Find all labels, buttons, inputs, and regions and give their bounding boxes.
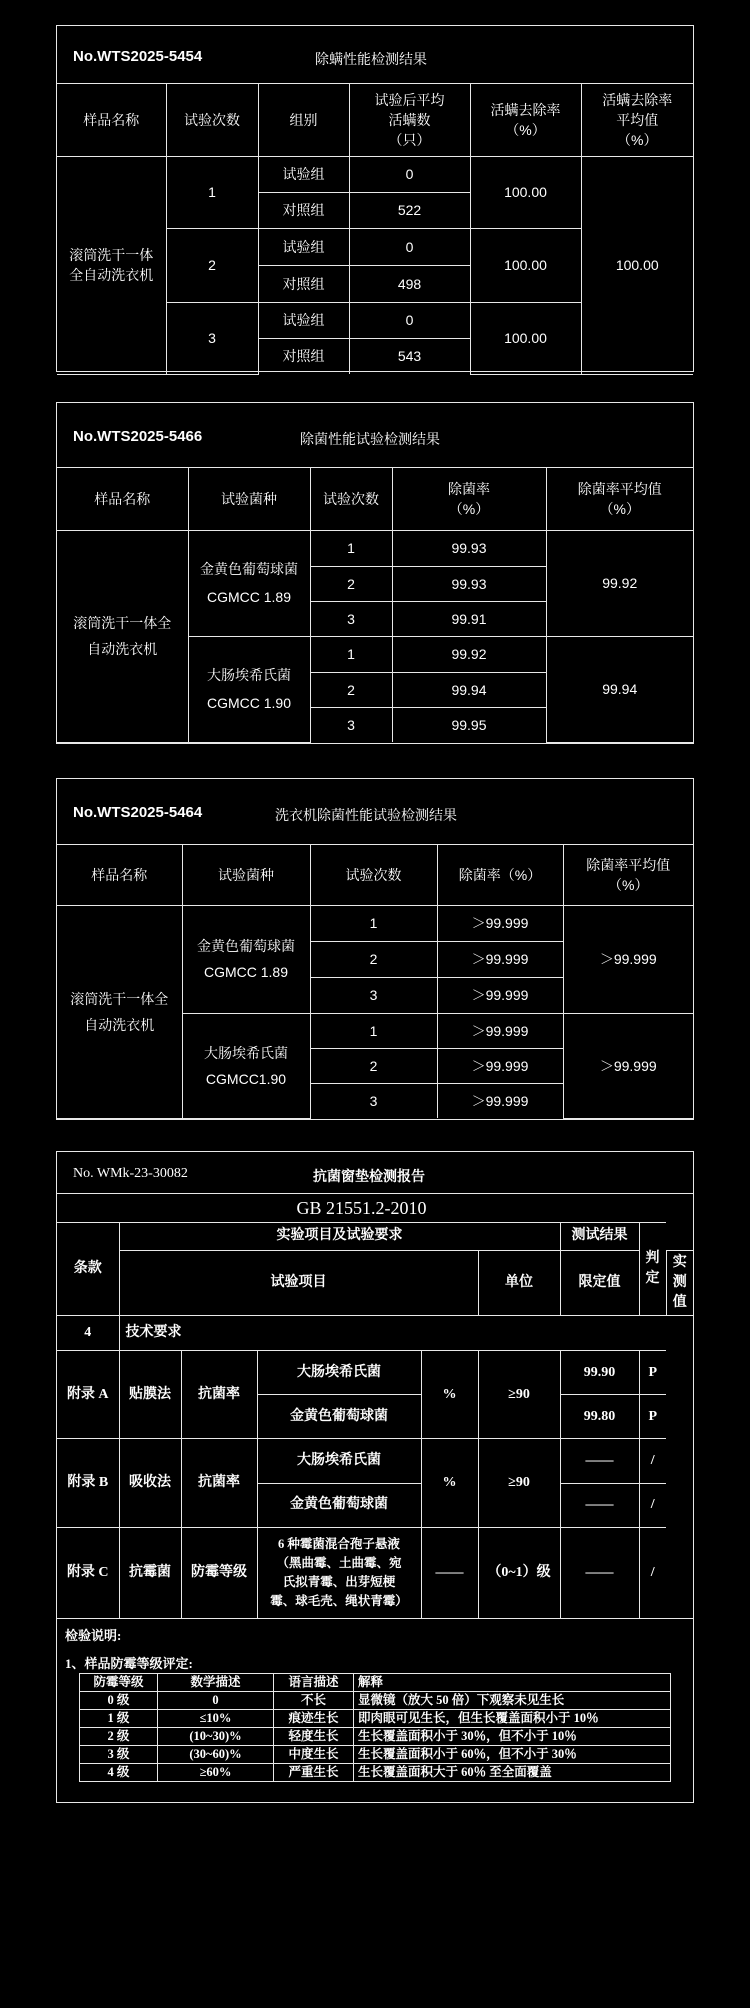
mold-row: [80, 1746, 671, 1764]
method-label: 贴膜法: [119, 1350, 181, 1438]
clause-label: 附录 C: [57, 1527, 119, 1618]
mold-header: 防霉等级: [80, 1674, 158, 1692]
group-label: 试验组: [258, 156, 349, 192]
header-removal-rate: 活螨去除率 （%）: [470, 84, 581, 156]
header-result: 测试结果: [560, 1222, 639, 1250]
mold-grade: 0 级: [80, 1692, 158, 1710]
header-run: 试验次数: [166, 84, 258, 156]
rate-value: ＞99.999: [437, 1083, 563, 1118]
report-number: No.WTS2025-5454: [73, 48, 203, 65]
header-rate: 除菌率（%）: [437, 845, 563, 905]
mold-explain: 显微镜（放大 50 倍）下观察未见生长: [354, 1692, 671, 1710]
group-label: 试验组: [258, 228, 349, 265]
bacteria-removal-panel: [56, 402, 694, 744]
notes-item-1: 1、样品防霉等级评定:: [65, 1656, 193, 1671]
mold-header: 语言描述: [274, 1674, 354, 1692]
strain-name: 大肠埃希氏菌 CGMCC1.90: [182, 1013, 310, 1118]
rate-average: ＞99.999: [563, 905, 693, 1013]
mold-desc: 不长: [274, 1692, 354, 1710]
live-mite-count: 522: [349, 192, 470, 228]
header-removal-rate-avg: 活螨去除率 平均值 （%）: [581, 84, 693, 156]
unit-value: ——: [421, 1527, 478, 1618]
bact2-results-table: [57, 845, 693, 1119]
group-label: 对照组: [258, 192, 349, 228]
rate-value: ＞99.999: [437, 905, 563, 941]
mold-desc: 轻度生长: [274, 1728, 354, 1746]
unit-value: %: [421, 1350, 478, 1438]
rate-value: ＞99.999: [437, 977, 563, 1013]
header-run: 试验次数: [310, 468, 392, 530]
rate-average: ＞99.999: [563, 1013, 693, 1118]
group-label: 对照组: [258, 265, 349, 302]
mold-desc: 痕迹生长: [274, 1710, 354, 1728]
clause-label: 附录 B: [57, 1439, 119, 1527]
rate-value: ＞99.999: [437, 1048, 563, 1083]
live-mite-count: 543: [349, 338, 470, 374]
header-group: 组别: [258, 84, 349, 156]
rate-value: 99.95: [392, 707, 546, 742]
notes-title: 检验说明:: [65, 1628, 122, 1643]
mold-grade: 1 级: [80, 1710, 158, 1728]
mold-grade: 3 级: [80, 1746, 158, 1764]
clause-label: 附录 A: [57, 1350, 119, 1438]
run-number: 2: [310, 566, 392, 601]
header-strain: 试验菌种: [182, 845, 310, 905]
header-items: 实验项目及试验要求: [119, 1222, 560, 1250]
judgement: P: [639, 1350, 666, 1394]
mold-math: 0: [158, 1692, 274, 1710]
header-item: 试验项目: [119, 1250, 478, 1316]
judgement: /: [639, 1439, 666, 1483]
header-limit: 限定值: [560, 1250, 639, 1316]
mold-math: (30~60)%: [158, 1746, 274, 1764]
run-number: 1: [166, 156, 258, 228]
tech-clause-number: 4: [57, 1316, 119, 1351]
run-number: 1: [310, 905, 437, 941]
strain-name: 金黄色葡萄球菌 CGMCC 1.89: [188, 530, 310, 636]
header-strain: 试验菌种: [188, 468, 310, 530]
bact1-results-table: [57, 468, 693, 743]
header-rate-avg: 除菌率平均值 （%）: [546, 468, 693, 530]
mold-grade-table: [79, 1673, 671, 1782]
header-sample-name: 样品名称: [57, 845, 182, 905]
header-rate-avg: 除菌率平均值 （%）: [563, 845, 693, 905]
report-title: 洗衣机除菌性能试验检测结果: [275, 807, 457, 823]
run-number: 2: [310, 941, 437, 977]
strain-name: 金黄色葡萄球菌 CGMCC 1.89: [182, 905, 310, 1013]
rate-value: ＞99.999: [437, 1013, 563, 1048]
mold-desc: 严重生长: [274, 1764, 354, 1782]
standard-code: GB 21551.2-2010: [57, 1194, 666, 1222]
bact1-panel-header: [57, 403, 693, 468]
mold-row: [80, 1710, 671, 1728]
strain-name: 金黄色葡萄球菌: [257, 1395, 421, 1439]
header-avg-live-mites: 试验后平均 活螨数 （只）: [349, 84, 470, 156]
rate-average: 99.92: [546, 530, 693, 636]
run-number: 3: [310, 1083, 437, 1118]
limit-value: ≥90: [478, 1439, 560, 1527]
run-number: 2: [166, 228, 258, 302]
live-mite-count: 0: [349, 302, 470, 338]
window-pad-panel: [56, 1151, 694, 1803]
test-item: 防霉等级: [181, 1527, 257, 1618]
judgement: /: [639, 1483, 666, 1527]
live-mite-count: 0: [349, 228, 470, 265]
removal-rate: 100.00: [470, 156, 581, 228]
report-number: No. WMk-23-30082: [73, 1166, 188, 1181]
run-number: 3: [310, 601, 392, 636]
mold-row: [80, 1728, 671, 1746]
method-label: 吸收法: [119, 1439, 181, 1527]
mold-header: 数学描述: [158, 1674, 274, 1692]
test-item: 抗菌率: [181, 1350, 257, 1438]
strain-name: 大肠埃希氏菌: [257, 1439, 421, 1483]
rate-value: 99.92: [392, 636, 546, 672]
judgement: /: [639, 1527, 666, 1618]
measured-value: 99.80: [560, 1395, 639, 1439]
report-number: No.WTS2025-5466: [73, 428, 203, 445]
strain-name: 金黄色葡萄球菌: [257, 1483, 421, 1527]
live-mite-count: 0: [349, 156, 470, 192]
run-number: 2: [310, 1048, 437, 1083]
mold-header: 解释: [354, 1674, 671, 1692]
group-label: 试验组: [258, 302, 349, 338]
strain-name: 大肠埃希氏菌 CGMCC 1.90: [188, 636, 310, 742]
mold-math: ≤10%: [158, 1710, 274, 1728]
inspection-notes: [57, 1618, 693, 1802]
header-sample-name: 样品名称: [57, 468, 188, 530]
measured-value: ——: [560, 1527, 639, 1618]
sample-name: 滚筒洗干一体全 自动洗衣机: [57, 905, 182, 1118]
header-unit: 单位: [478, 1250, 560, 1316]
report-title: 除菌性能试验检测结果: [300, 431, 440, 447]
report-title: 除螨性能检测结果: [315, 51, 427, 67]
rate-value: 99.91: [392, 601, 546, 636]
rate-value: 99.93: [392, 530, 546, 566]
measured-value: 99.90: [560, 1350, 639, 1394]
mold-grade: 2 级: [80, 1728, 158, 1746]
header-run: 试验次数: [310, 845, 437, 905]
mold-row: [80, 1764, 671, 1782]
run-number: 3: [310, 977, 437, 1013]
run-number: 1: [310, 636, 392, 672]
tech-requirements-label: 技术要求: [119, 1316, 666, 1351]
mold-math: (10~30)%: [158, 1728, 274, 1746]
mold-explain: 生长覆盖面积小于 60％，但不小于 30％: [354, 1746, 671, 1764]
mold-spore-description: 6 种霉菌混合孢子悬液 （黑曲霉、土曲霉、宛 氏拟青霉、出芽短梗 霉、球毛壳、绳状青霉）: [257, 1527, 421, 1618]
measured-value: ——: [560, 1483, 639, 1527]
limit-value: ≥90: [478, 1350, 560, 1438]
unit-value: %: [421, 1439, 478, 1527]
live-mite-count: 498: [349, 265, 470, 302]
run-number: 2: [310, 672, 392, 707]
window-panel-header: [57, 1152, 693, 1194]
run-number: 3: [310, 707, 392, 742]
mold-explain: 生长覆盖面积小于 30％，但不小于 10％: [354, 1728, 671, 1746]
run-number: 1: [310, 1013, 437, 1048]
header-judge: 判定: [639, 1222, 666, 1316]
mold-desc: 中度生长: [274, 1746, 354, 1764]
mold-math: ≥60%: [158, 1764, 274, 1782]
report-number: No.WTS2025-5464: [73, 804, 203, 821]
method-label: 抗霉菌: [119, 1527, 181, 1618]
removal-rate: 100.00: [470, 228, 581, 302]
rate-value: ＞99.999: [437, 941, 563, 977]
rate-value: 99.94: [392, 672, 546, 707]
window-results-table: [57, 1194, 693, 1618]
removal-rate: 100.00: [470, 302, 581, 374]
strain-name: 大肠埃希氏菌: [257, 1350, 421, 1394]
bact2-panel-header: [57, 779, 693, 845]
header-clause: 条款: [57, 1222, 119, 1316]
rate-value: 99.93: [392, 566, 546, 601]
measured-value: ——: [560, 1439, 639, 1483]
header-rate: 除菌率 （%）: [392, 468, 546, 530]
mold-explain: 即肉眼可见生长，但生长覆盖面积小于 10％: [354, 1710, 671, 1728]
washer-bacteria-panel: [56, 778, 694, 1120]
mite-results-table: [57, 84, 693, 375]
test-item: 抗菌率: [181, 1439, 257, 1527]
limit-value: （0~1）级: [478, 1527, 560, 1618]
rate-average: 99.94: [546, 636, 693, 742]
report-title: 抗菌窗垫检测报告: [313, 1168, 425, 1184]
mold-grade: 4 级: [80, 1764, 158, 1782]
run-number: 1: [310, 530, 392, 566]
mite-panel-header: [57, 26, 693, 84]
sample-name: 滚筒洗干一体 全自动洗衣机: [57, 156, 166, 374]
judgement: P: [639, 1395, 666, 1439]
removal-rate-average: 100.00: [581, 156, 693, 374]
header-sample-name: 样品名称: [57, 84, 166, 156]
group-label: 对照组: [258, 338, 349, 374]
header-measured: 实测值: [666, 1250, 693, 1316]
mold-explain: 生长覆盖面积大于 60％ 至全面覆盖: [354, 1764, 671, 1782]
mite-removal-panel: [56, 25, 694, 372]
run-number: 3: [166, 302, 258, 374]
mold-row: [80, 1692, 671, 1710]
sample-name: 滚筒洗干一体全 自动洗衣机: [57, 530, 188, 742]
